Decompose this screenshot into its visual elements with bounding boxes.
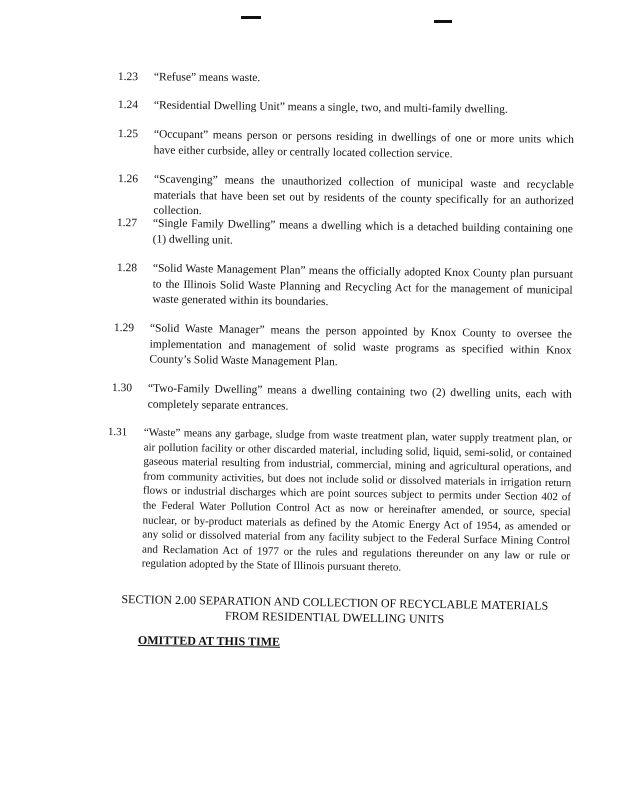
definition-text: “Refuse” means waste. (153, 71, 261, 85)
definition-1-23 (118, 70, 588, 92)
definition-1-28 (116, 261, 587, 318)
definition-text: “Residential Dwelling Unit” means a single, two, and multi-family dwelling. (153, 99, 508, 116)
definition-1-30 (111, 381, 581, 422)
section-heading (120, 592, 550, 629)
definition-1-31 (105, 425, 579, 592)
section-heading-line1: SECTION 2.00 SEPARATION AND COLLECTION OF RECYCLABLE MATERIALS (121, 592, 549, 613)
definition-1-26 (117, 172, 588, 218)
definition-text: “Single Family Dwelling” means a dwelling which is a detached building containing one (1) dwelling unit. (152, 217, 573, 247)
definition-number: 1.27 (116, 216, 138, 230)
definition-1-25 (118, 127, 588, 167)
definition-number: 1.28 (116, 261, 138, 275)
definition-number: 1.26 (117, 172, 139, 186)
definition-text: “Solid Waste Management Plan” means the officially adopted Knox County plan pursuant to the Illinois Solid Waste Planning and Recycling Act for the management of municipal waste generated within its boundaries. (152, 262, 573, 309)
definition-text: “Solid Waste Manager” means the person appointed by Knox County to oversee the implementation and management of solid waste programs as specified within Knox County’s Solid Waste Management Plan. (149, 322, 572, 369)
definition-number: 1.30 (111, 381, 133, 395)
omitted-notice: OMITTED AT THIS TIME (137, 633, 281, 649)
definition-1-24 (118, 98, 588, 122)
scan-mark (434, 20, 452, 23)
definition-number: 1.24 (117, 98, 139, 112)
scan-mark (241, 16, 261, 19)
definition-text: “Waste” means any garbage, sludge from waste treatment plan, water supply treatment plan, or air pollution facility or other discarded material, including solid, liquid, semi-solid, or contained gaseous material resulting from industrial, commercial, mining and agricultural operations, and from community activities, but does not include solid or dissolved materials in irrigation return flows or industrial discharges which are point sources subject to permits under Section 402 of the Federal Water Pollution Control Act as now or hereinafter amended, or source, special nuclear, or by-product materials as defined by the Atomic Energy Act of 1954, as amended or any solid or dissolved material from any facility subject to the Federal Surface Mining Control and Reclamation Act of 1977 or the rules and regulations thereunder on any law or rule or regulation adopted by the State of Illinois pursuant thereto. (141, 426, 572, 574)
definition-text: “Occupant” means person or persons residing in dwellings of one or more units which have either curbside, alley or centrally located collection service. (153, 128, 574, 160)
definition-1-27 (117, 216, 587, 257)
definition-text: “Scavenging” means the unauthorized collection of municipal waste and recyclable materials that have been set out by residents of the county specifically for an authorized collection. (153, 173, 574, 218)
definition-1-29 (113, 321, 584, 378)
definition-text: “Two-Family Dwelling” means a dwelling containing two (2) dwelling units, each with completely separate entrances. (147, 382, 572, 413)
definition-number: 1.23 (117, 70, 139, 84)
definition-number: 1.31 (107, 425, 128, 439)
section-heading-line2: FROM RESIDENTIAL DWELLING UNITS (224, 608, 445, 627)
definition-number: 1.29 (113, 321, 135, 335)
definition-number: 1.25 (117, 127, 139, 141)
